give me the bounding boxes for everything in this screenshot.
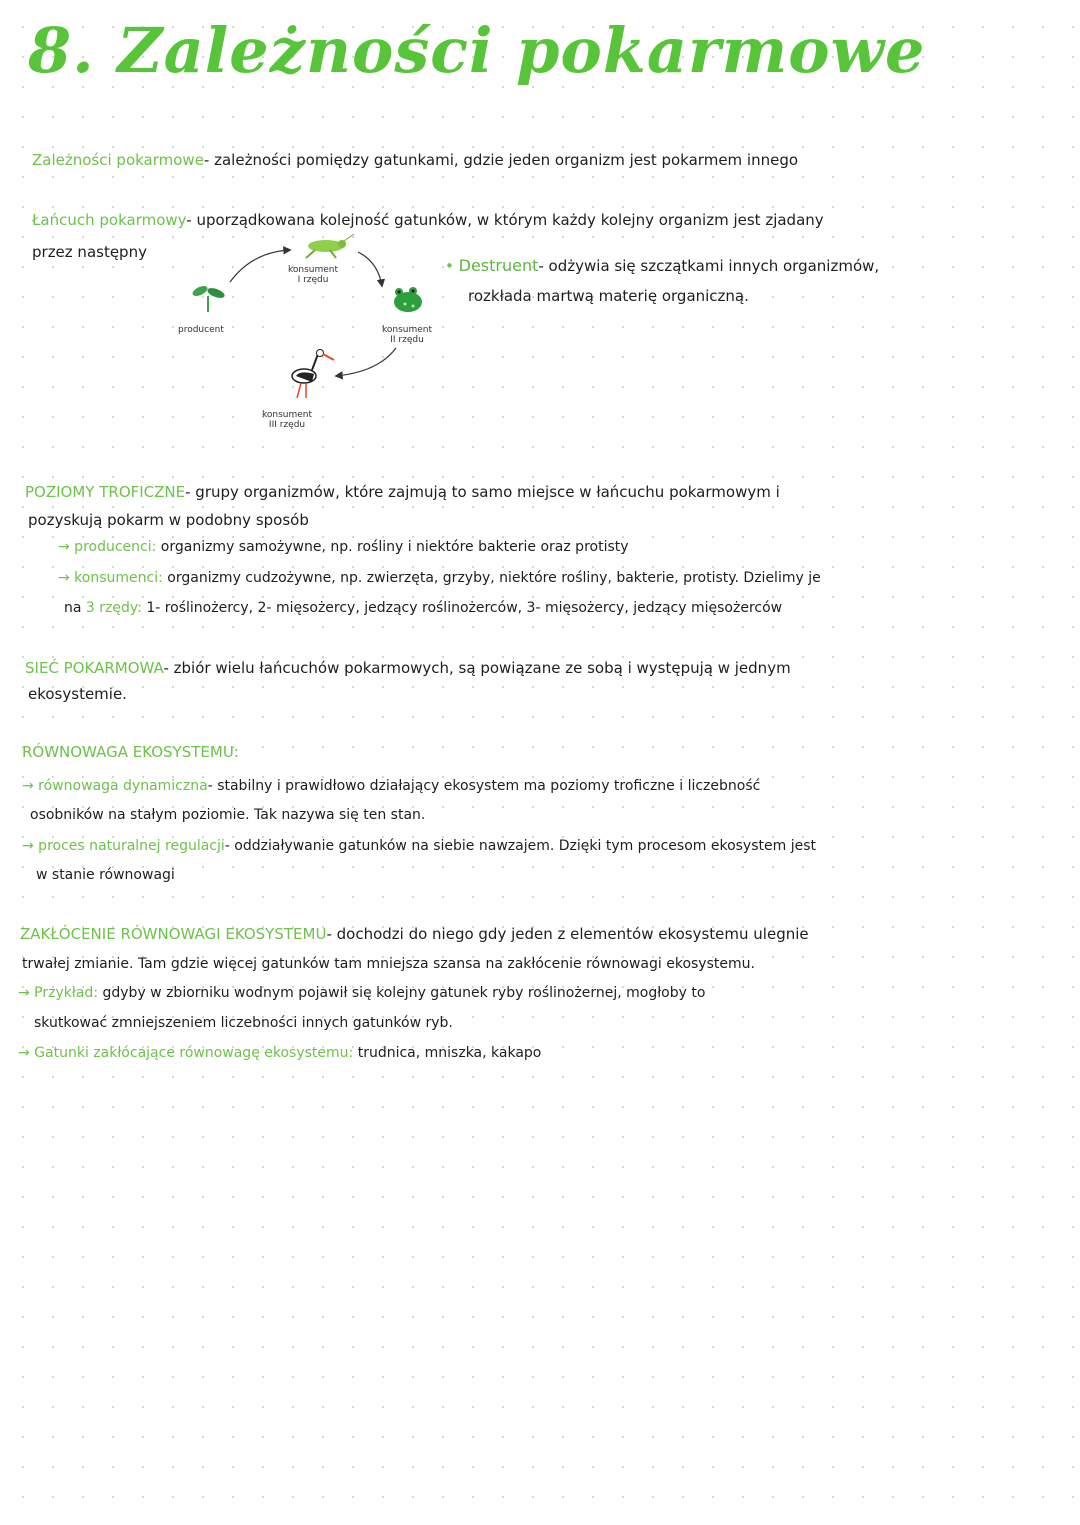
- dynamic-balance-term: → równowaga dynamiczna: [22, 778, 208, 794]
- dynamic-balance-line: [22, 776, 760, 796]
- trophic-term: POZIOMY TROFICZNE: [25, 483, 186, 501]
- trophic-def-2: pozyskują pokarm w podobny sposób: [28, 511, 309, 529]
- orders-term: 3 rzędy:: [85, 600, 142, 616]
- food-chain-diagram: [0, 0, 1080, 450]
- consumers-def: organizmy cudzożywne, np. zwierzęta, grzyby, niektóre rośliny, bakterie, protisty. Dzielimy je: [167, 570, 821, 586]
- chain-term: Łańcuch pokarmowy: [32, 211, 187, 229]
- disturbance-def-2: trwałej zmianie. Tam gdzie więcej gatunków tam mniejsza szansa na zakłócenie równowagi ekosystemu.: [22, 956, 755, 972]
- regulation-def-2: w stanie równowagi: [36, 867, 175, 883]
- label-consumer-2: konsument II rzędu: [382, 325, 433, 345]
- regulation-line: [22, 836, 816, 856]
- species-line: [18, 1043, 541, 1063]
- orders-line: na 3 rzędy: 1- roślinożercy, 2- mięsożercy, jedzący roślinożerców, 3- mięsożercy, jedzący mięsożerców: [64, 600, 783, 616]
- stork-icon: [292, 350, 334, 399]
- consumers-line: [58, 568, 821, 588]
- example-def-2: skutkować zmniejszeniem liczebności innych gatunków ryb.: [34, 1015, 453, 1031]
- producers-term: → producenci:: [58, 539, 157, 555]
- regulation-term: → proces naturalnej regulacji: [22, 838, 225, 854]
- label-producer: producent: [178, 325, 224, 335]
- balance-heading: RÓWNOWAGA EKOSYSTEMU:: [22, 743, 239, 761]
- dynamic-balance-def-1: - stabilny i prawidłowo działający ekosystem ma poziomy troficzne i liczebność: [207, 778, 761, 794]
- disturbance-heading: ZAKŁÓCENIE RÓWNOWAGI EKOSYSTEMU: [20, 925, 327, 943]
- sprout-icon: [191, 284, 226, 312]
- destruent-term: Destruent: [458, 256, 539, 275]
- example-term: → Przykład:: [18, 985, 99, 1001]
- trophic-definition: [25, 482, 780, 502]
- trophic-def-1: - grupy organizmów, które zajmują to samo miejsce w łańcuchu pokarmowym i: [185, 483, 780, 501]
- disturbance-definition: [20, 924, 809, 944]
- destruent-definition: • Destruent- odżywia się szczątkami innych organizmów,: [445, 256, 880, 275]
- web-def-1: - zbiór wielu łańcuchów pokarmowych, są powiązane ze sobą i występują w jednym: [163, 659, 791, 677]
- destruent-def-2: rozkłada martwą materię organiczną.: [468, 287, 749, 305]
- web-term: SIEĆ POKARMOWA: [25, 659, 164, 677]
- species-term: → Gatunki zakłócające równowagę ekosystemu:: [18, 1045, 354, 1061]
- arrow-producer-to-c1: [230, 250, 290, 282]
- example-line: [18, 983, 705, 1003]
- dynamic-balance-def-2: osobników na stałym poziomie. Tak nazywa się ten stan.: [30, 807, 426, 823]
- arrow-c2-to-c3: [336, 348, 396, 376]
- web-def-2: ekosystemie.: [28, 685, 127, 703]
- chain-def-2: przez następny: [32, 243, 147, 261]
- species-def: trudnica, mniszka, kakapo: [357, 1045, 542, 1061]
- chain-def-1: - uporządkowana kolejność gatunków, w którym każdy kolejny organizm jest zjadany: [186, 211, 824, 229]
- intro-term: Zależności pokarmowe: [32, 151, 204, 169]
- producers-def: organizmy samożywne, np. rośliny i niektóre bakterie oraz protisty: [160, 539, 629, 555]
- consumers-term: → konsumenci:: [58, 570, 163, 586]
- orders-def: 1- roślinożercy, 2- mięsożercy, jedzący roślinożerców, 3- mięsożercy, jedzący mięsożerców: [146, 600, 783, 616]
- grasshopper-icon: [306, 234, 354, 258]
- destruent-def-1: - odżywia się szczątkami innych organizmów,: [538, 257, 880, 275]
- frog-icon: [394, 287, 422, 312]
- label-consumer-3: konsument III rzędu: [262, 410, 313, 430]
- label-consumer-1: konsument I rzędu: [288, 265, 339, 285]
- producers-line: [58, 537, 629, 557]
- example-def-1: gdyby w zbiorniku wodnym pojawił się kolejny gatunek ryby roślinożernej, mogłoby to: [102, 985, 706, 1001]
- regulation-def-1: - oddziaływanie gatunków na siebie nawzajem. Dzięki tym procesom ekosystem jest: [224, 838, 816, 854]
- food-web-definition: [25, 658, 791, 678]
- intro-def: - zależności pomiędzy gatunkami, gdzie jeden organizm jest pokarmem innego: [203, 151, 799, 169]
- page-title: 8. Zależności pokarmowe: [28, 14, 926, 87]
- arrow-c1-to-c2: [358, 252, 382, 286]
- disturbance-def-1: - dochodzi do niego gdy jeden z elementów ekosystemu ulegnie: [326, 925, 809, 943]
